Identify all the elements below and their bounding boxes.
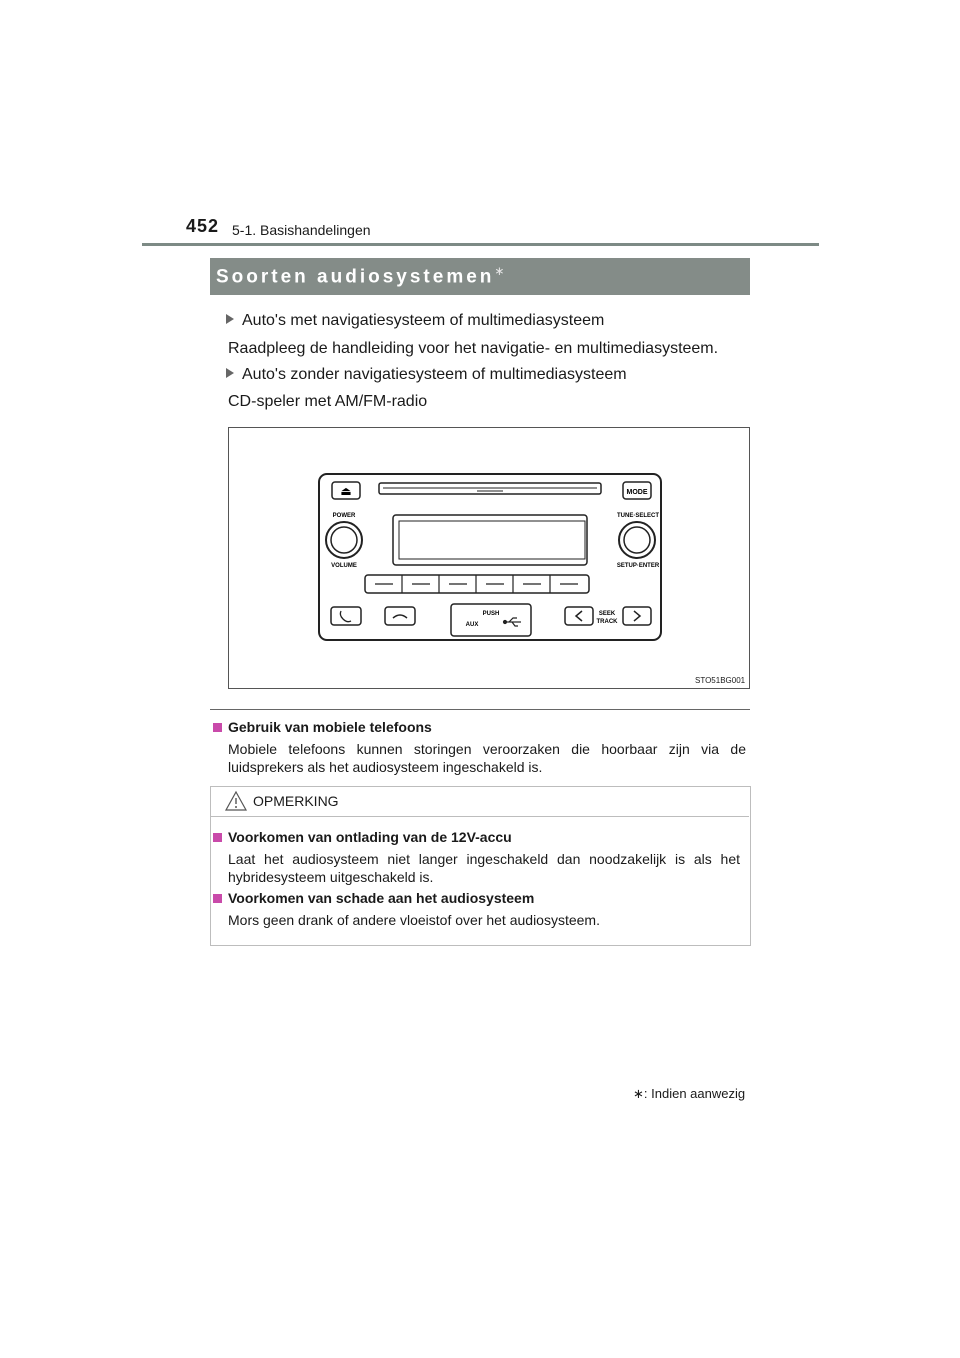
seek-forward-button <box>623 607 651 625</box>
mode-label: MODE <box>626 489 648 496</box>
header-rule <box>142 243 819 246</box>
intro-line-2: Raadpleeg de handleiding voor het navigatie- en multimediasysteem. <box>228 340 719 357</box>
audio-unit-figure <box>228 427 750 689</box>
warning-icon <box>224 790 248 812</box>
footnote-marker: ∗ <box>633 1086 644 1101</box>
triangle-bullet-icon <box>226 314 234 324</box>
notice-item-1-heading-text: Voorkomen van ontlading van de 12V-accu <box>228 829 512 845</box>
track-label: TRACK <box>596 619 618 625</box>
push-label: PUSH <box>482 611 500 617</box>
intro-line-3 <box>226 366 627 384</box>
aux-usb-panel <box>451 604 531 636</box>
tune-select-label: TUNE·SELECT <box>617 513 659 519</box>
notice-item-2-body: Mors geen drank of andere vloeistof over het audiosysteem. <box>228 912 600 928</box>
mobile-body: Mobiele telefoons kunnen storingen veroorzaken die hoorbaar zijn via de luidsprekers als het audiosysteem ingeschakeld is. <box>228 741 746 775</box>
preset-buttons <box>365 575 589 593</box>
phone-answer-button <box>331 607 361 625</box>
phone-hangup-button <box>385 607 415 625</box>
footnote-text: : Indien aanwezig <box>643 1086 746 1101</box>
mobile-heading-text: Gebruik van mobiele telefoons <box>228 719 432 735</box>
setup-enter-label: SETUP·ENTER <box>616 563 660 569</box>
notice-item-2-heading-text: Voorkomen van schade aan het audiosysteem <box>228 890 535 906</box>
intro-line-3-text: Auto's zonder navigatiesysteem of multimediasysteem <box>242 366 627 383</box>
power-label: POWER <box>332 513 356 519</box>
triangle-bullet-icon <box>226 368 234 378</box>
square-bullet-icon <box>213 894 222 903</box>
intro-line-1 <box>226 312 604 330</box>
title-marker: ∗ <box>494 264 505 278</box>
notice-item-1-body: Laat het audiosysteem niet langer ingeschakeld dan noodzakelijk is als het hybridesysteem uitgeschakeld is. <box>228 851 740 885</box>
square-bullet-icon <box>213 833 222 842</box>
mobile-heading <box>213 719 432 735</box>
section-divider <box>210 709 750 710</box>
page-title-text: Soorten audiosystemen <box>216 266 495 288</box>
aux-label: AUX <box>465 622 479 628</box>
section-reference: 5-1. Basishandelingen <box>232 222 371 238</box>
page-number: 452 <box>186 216 220 236</box>
figure-code: STO51BG001 <box>695 676 746 685</box>
seek-back-button <box>565 607 593 625</box>
volume-label: VOLUME <box>331 563 357 569</box>
notice-label: OPMERKING <box>253 793 339 809</box>
footnote <box>633 1086 745 1102</box>
square-bullet-icon <box>213 723 222 732</box>
intro-line-4: CD-speler met AM/FM-radio <box>228 393 428 410</box>
intro-line-1-text: Auto's met navigatiesysteem of multimediasysteem <box>242 312 605 329</box>
eject-icon: ⏏ <box>340 484 352 498</box>
seek-label: SEEK <box>598 611 616 617</box>
display-screen <box>399 521 585 559</box>
notice-item-2-heading <box>213 890 534 906</box>
audio-unit-illustration <box>229 428 749 688</box>
notice-item-1-heading <box>213 829 512 845</box>
page-title <box>216 264 504 288</box>
